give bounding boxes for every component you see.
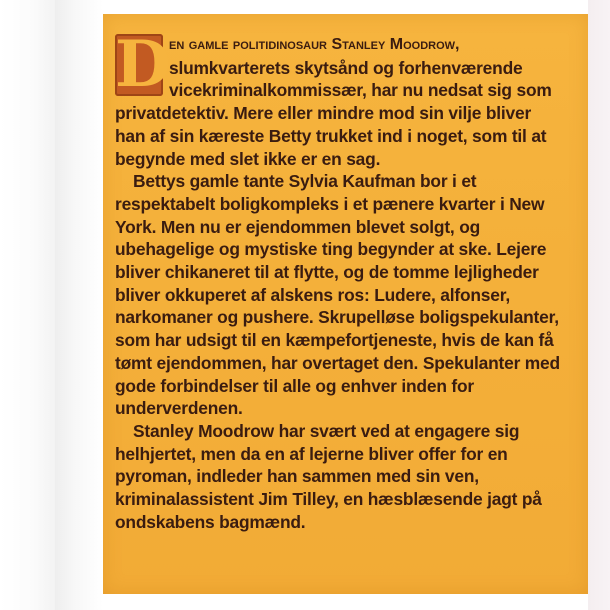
drop-cap: D xyxy=(115,27,171,102)
blurb-text xyxy=(115,27,560,533)
opening-smallcaps: en gamle politidinosaur Stanley Moodrow, xyxy=(169,36,460,53)
paragraph-3: Stanley Moodrow har svært ved at engagere sig helhjertet, men da en af lejerne bliver offer for en pyroman, indleder han sammen med sin ven, kriminalassistent Jim Tilley, en hæsblæsende jagt på ondskabens bagmænd. xyxy=(115,420,542,532)
back-cover xyxy=(103,14,588,594)
paragraph-1 xyxy=(115,27,560,170)
background-strip xyxy=(588,0,610,610)
book-spine xyxy=(0,0,55,610)
page-edge-shadow xyxy=(55,0,103,610)
paragraph-1-text: slumkvarterets skytsånd og forhenværende vicekriminalkommissær, har nu nedsat sig som privatdetektiv. Mere eller mindre mod sin vilje bliver han af sin kæreste Betty trukket ind i noget, som til at begynde med slet ikke er en sag. xyxy=(115,57,552,169)
paragraph-2: Bettys gamle tante Sylvia Kaufman bor i et respektabelt boligkompleks i et pænere kvarter i New York. Men nu er ejendommen blevet solgt, og ubehagelige og mystiske ting begynder at ske. Lejere bliver chikaneret til at flytte, og de tomme lejligheder bliver okkuperet af alskens ros: Ludere, alfonser, narkomaner og pushere. Skrupelløse boligspekulanter, som har udsigt til en kæmpefortjeneste, hvis de kan få tømt ejendommen, har overtaget den. Spekulanter med gode forbindelser til alle og enhver inden for underverdenen. xyxy=(115,171,560,419)
